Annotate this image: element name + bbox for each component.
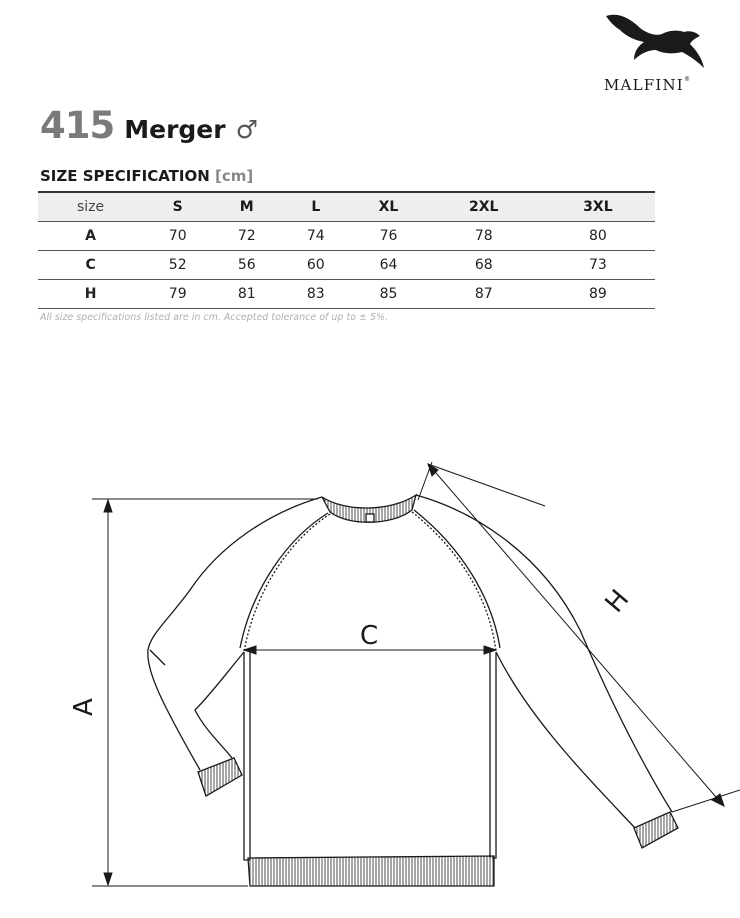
product-code: 415 <box>40 104 115 147</box>
product-name: Merger <box>124 115 226 144</box>
column-header: S <box>172 199 183 215</box>
tolerance-note: All size specifications listed are in cm. Accepted tolerance of up to ± 5%. <box>40 312 389 323</box>
column-header: 2XL <box>469 199 499 215</box>
row-label: C <box>85 257 96 273</box>
table-cell: 76 <box>379 228 398 244</box>
table-row <box>38 222 655 251</box>
table-row <box>38 280 655 309</box>
row-label: H <box>84 286 97 302</box>
dimension-lines <box>92 462 740 886</box>
male-icon: ♂ <box>235 115 258 144</box>
table-cell: 74 <box>306 228 325 244</box>
brand-name: MALFINI® <box>604 76 692 94</box>
table-cell: 80 <box>588 228 607 244</box>
table-header-row <box>38 192 655 222</box>
product-title <box>40 104 258 148</box>
column-header: L <box>311 199 321 215</box>
column-header: XL <box>378 199 399 215</box>
table-cell: 79 <box>168 286 187 302</box>
table-cell: 78 <box>474 228 493 244</box>
table-cell: 72 <box>237 228 256 244</box>
brand-logo <box>598 10 718 94</box>
table-cell: 81 <box>237 286 256 302</box>
table-cell: 70 <box>168 228 187 244</box>
column-header: M <box>239 199 254 215</box>
table-cell: 83 <box>306 286 325 302</box>
eagle-logo-icon <box>604 10 704 70</box>
dimension-label-a: A <box>69 698 99 716</box>
table-row <box>38 251 655 280</box>
table-cell: 85 <box>379 286 398 302</box>
table-cell: 64 <box>379 257 398 273</box>
column-header: size <box>77 199 105 215</box>
table-cell: 56 <box>237 257 256 273</box>
table-cell: 87 <box>474 286 493 302</box>
table-cell: 52 <box>168 257 187 273</box>
table-cell: 89 <box>588 286 607 302</box>
column-header: 3XL <box>583 199 613 215</box>
dimension-label-c: C <box>360 621 379 651</box>
table-cell: 60 <box>306 257 325 273</box>
sweatshirt-outline <box>148 495 678 886</box>
row-label: A <box>85 228 96 244</box>
table-cell: 68 <box>474 257 493 273</box>
spec-heading: SIZE SPECIFICATION [cm] <box>40 167 254 185</box>
dimension-label-h: H <box>599 584 636 619</box>
table-cell: 73 <box>588 257 607 273</box>
size-table <box>38 191 655 309</box>
sweatshirt-diagram <box>0 440 740 910</box>
